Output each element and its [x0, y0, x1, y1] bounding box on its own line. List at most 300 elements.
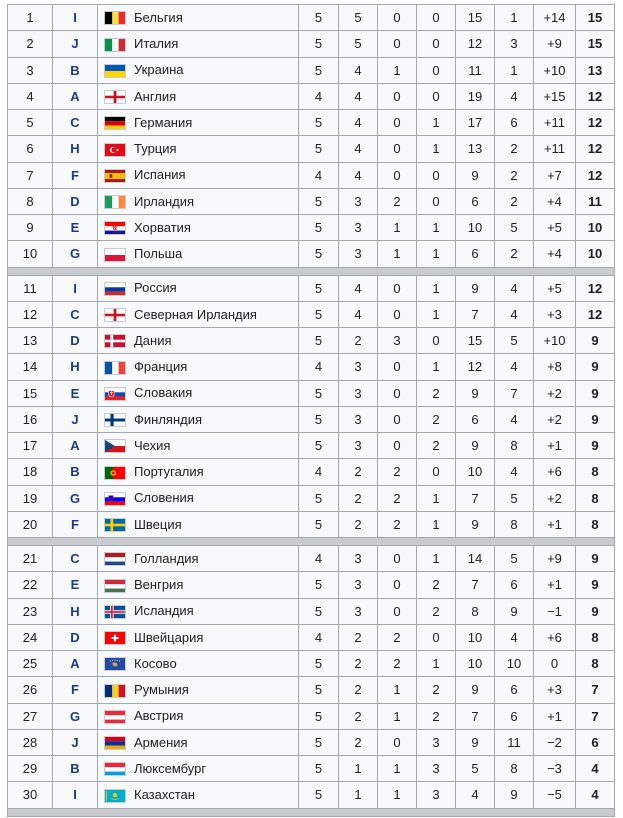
goals-against-cell: 11 — [495, 729, 534, 755]
team-cell — [98, 162, 299, 188]
team-cell — [98, 485, 299, 511]
goals-for-cell: 12 — [456, 31, 495, 57]
goals-for-cell: 7 — [456, 703, 495, 729]
flag-belgium-icon — [104, 11, 126, 25]
team-name[interactable]: Украина — [134, 62, 184, 78]
points-cell: 8 — [576, 624, 615, 650]
goals-for-cell: 17 — [456, 110, 495, 136]
drawn-cell: 0 — [378, 136, 417, 162]
lost-cell: 3 — [417, 729, 456, 755]
team-name[interactable]: Англия — [134, 88, 177, 104]
team-cell — [98, 5, 299, 31]
group-cell: B — [53, 459, 98, 485]
played-cell: 5 — [299, 782, 339, 808]
lost-cell: 0 — [417, 162, 456, 188]
played-cell: 4 — [299, 162, 339, 188]
won-cell: 2 — [339, 485, 378, 511]
team-cell — [98, 598, 299, 624]
lost-cell: 2 — [417, 433, 456, 459]
drawn-cell: 1 — [378, 241, 417, 267]
goals-for-cell: 7 — [456, 301, 495, 327]
team-cell — [98, 136, 299, 162]
rank-cell: 11 — [8, 275, 53, 301]
group-cell: A — [53, 83, 98, 109]
team-name[interactable]: Турция — [134, 141, 177, 157]
lost-cell: 2 — [417, 703, 456, 729]
team-name[interactable]: Чехия — [134, 437, 171, 453]
rank-cell: 18 — [8, 459, 53, 485]
rank-cell: 10 — [8, 241, 53, 267]
goals-for-cell: 4 — [456, 782, 495, 808]
played-cell: 5 — [299, 5, 339, 31]
team-name[interactable]: Италия — [134, 36, 179, 52]
lost-cell: 0 — [417, 624, 456, 650]
drawn-cell: 0 — [378, 380, 417, 406]
team-name[interactable]: Северная Ирландия — [134, 306, 257, 322]
rank-cell: 16 — [8, 406, 53, 432]
goals-for-cell: 6 — [456, 406, 495, 432]
points-cell: 4 — [576, 756, 615, 782]
goal-difference-cell: −3 — [534, 756, 576, 782]
group-cell: C — [53, 546, 98, 572]
goals-for-cell: 8 — [456, 598, 495, 624]
group-cell: D — [53, 624, 98, 650]
points-cell: 8 — [576, 511, 615, 537]
table-row — [8, 677, 615, 703]
team-cell — [98, 782, 299, 808]
team-cell — [98, 188, 299, 214]
rank-cell: 17 — [8, 433, 53, 459]
flag-ukraine-icon — [104, 64, 126, 78]
group-cell: H — [53, 598, 98, 624]
team-name[interactable]: Словакия — [134, 385, 193, 401]
drawn-cell: 3 — [378, 328, 417, 354]
team-cell — [98, 511, 299, 537]
table-row — [8, 162, 615, 188]
team-cell — [98, 110, 299, 136]
drawn-cell: 1 — [378, 677, 417, 703]
goals-against-cell: 4 — [495, 459, 534, 485]
rank-cell: 28 — [8, 729, 53, 755]
lost-cell: 1 — [417, 215, 456, 241]
team-name[interactable]: Германия — [134, 114, 193, 130]
team-name[interactable]: Словения — [134, 490, 194, 506]
won-cell: 5 — [339, 31, 378, 57]
played-cell: 5 — [299, 301, 339, 327]
group-cell: I — [53, 5, 98, 31]
group-separator — [8, 808, 615, 816]
team-name[interactable]: Швеция — [134, 516, 182, 532]
played-cell: 4 — [299, 354, 339, 380]
goal-difference-cell: +1 — [534, 572, 576, 598]
goal-difference-cell: −5 — [534, 782, 576, 808]
won-cell: 2 — [339, 328, 378, 354]
rank-cell: 1 — [8, 5, 53, 31]
drawn-cell: 1 — [378, 215, 417, 241]
points-cell: 9 — [576, 598, 615, 624]
team-name[interactable]: Казахстан — [134, 787, 195, 803]
table-row — [8, 275, 615, 301]
flag-portugal-icon — [104, 466, 126, 480]
rank-cell: 15 — [8, 380, 53, 406]
table-row — [8, 433, 615, 459]
flag-denmark-icon — [104, 334, 126, 348]
rank-cell: 4 — [8, 83, 53, 109]
flag-italy-icon — [104, 38, 126, 52]
group-cell: I — [53, 275, 98, 301]
team-name[interactable]: Россия — [134, 280, 177, 296]
rank-cell: 27 — [8, 703, 53, 729]
points-cell: 9 — [576, 433, 615, 459]
played-cell: 5 — [299, 380, 339, 406]
goal-difference-cell: +10 — [534, 328, 576, 354]
goals-against-cell: 2 — [495, 162, 534, 188]
goals-for-cell: 10 — [456, 624, 495, 650]
goals-against-cell: 2 — [495, 188, 534, 214]
points-cell: 9 — [576, 328, 615, 354]
team-name[interactable]: Испания — [134, 167, 186, 183]
goals-for-cell: 19 — [456, 83, 495, 109]
won-cell: 5 — [339, 5, 378, 31]
won-cell: 4 — [339, 162, 378, 188]
team-name[interactable]: Франция — [134, 359, 188, 375]
team-cell — [98, 275, 299, 301]
group-cell: F — [53, 162, 98, 188]
rank-cell: 5 — [8, 110, 53, 136]
team-name[interactable]: Румыния — [134, 682, 189, 698]
flag-netherlands-icon — [104, 552, 126, 566]
group-cell: A — [53, 651, 98, 677]
team-cell — [98, 215, 299, 241]
flag-slovenia-icon — [104, 492, 126, 506]
goal-difference-cell: +1 — [534, 433, 576, 459]
separator-cell — [8, 267, 615, 275]
team-name[interactable]: Косово — [134, 655, 177, 671]
goals-for-cell: 5 — [456, 756, 495, 782]
rank-cell: 14 — [8, 354, 53, 380]
goal-difference-cell: +11 — [534, 136, 576, 162]
flag-czechia-icon — [104, 439, 126, 453]
table-row — [8, 485, 615, 511]
goals-against-cell: 4 — [495, 301, 534, 327]
flag-northern-ireland-icon — [104, 308, 126, 322]
group-cell: D — [53, 328, 98, 354]
team-cell — [98, 57, 299, 83]
played-cell: 5 — [299, 756, 339, 782]
team-name[interactable]: Люксембург — [134, 760, 207, 776]
drawn-cell: 2 — [378, 624, 417, 650]
lost-cell: 0 — [417, 57, 456, 83]
group-cell: H — [53, 354, 98, 380]
won-cell: 4 — [339, 275, 378, 301]
won-cell: 3 — [339, 188, 378, 214]
drawn-cell: 0 — [378, 5, 417, 31]
team-cell — [98, 651, 299, 677]
table-row — [8, 110, 615, 136]
goals-against-cell: 4 — [495, 624, 534, 650]
table-row — [8, 301, 615, 327]
team-cell — [98, 406, 299, 432]
goal-difference-cell: +14 — [534, 5, 576, 31]
played-cell: 5 — [299, 729, 339, 755]
lost-cell: 3 — [417, 782, 456, 808]
team-cell — [98, 380, 299, 406]
table-row — [8, 215, 615, 241]
goals-for-cell: 13 — [456, 136, 495, 162]
team-name[interactable]: Армения — [134, 734, 188, 750]
lost-cell: 0 — [417, 188, 456, 214]
table-row — [8, 729, 615, 755]
team-name[interactable]: Венгрия — [134, 577, 184, 593]
goal-difference-cell: +5 — [534, 275, 576, 301]
drawn-cell: 0 — [378, 83, 417, 109]
flag-austria-icon — [104, 710, 126, 724]
rank-cell: 29 — [8, 756, 53, 782]
won-cell: 2 — [339, 459, 378, 485]
played-cell: 5 — [299, 57, 339, 83]
goals-against-cell: 2 — [495, 136, 534, 162]
table-row — [8, 83, 615, 109]
team-cell — [98, 756, 299, 782]
goals-for-cell: 15 — [456, 5, 495, 31]
table-row — [8, 380, 615, 406]
flag-spain-icon — [104, 169, 126, 183]
group-cell: C — [53, 110, 98, 136]
goals-for-cell: 9 — [456, 729, 495, 755]
drawn-cell: 0 — [378, 406, 417, 432]
goal-difference-cell: +3 — [534, 677, 576, 703]
team-cell — [98, 546, 299, 572]
team-name[interactable]: Финляндия — [134, 411, 203, 427]
goals-against-cell: 4 — [495, 354, 534, 380]
goals-against-cell: 6 — [495, 677, 534, 703]
goal-difference-cell: +9 — [534, 31, 576, 57]
drawn-cell: 0 — [378, 433, 417, 459]
team-name[interactable]: Дания — [134, 332, 172, 348]
team-name[interactable]: Португалия — [134, 464, 204, 480]
played-cell: 4 — [299, 546, 339, 572]
played-cell: 5 — [299, 433, 339, 459]
drawn-cell: 2 — [378, 188, 417, 214]
rank-cell: 6 — [8, 136, 53, 162]
played-cell: 5 — [299, 110, 339, 136]
goal-difference-cell: +6 — [534, 624, 576, 650]
goals-against-cell: 1 — [495, 5, 534, 31]
goals-against-cell: 7 — [495, 380, 534, 406]
goals-for-cell: 9 — [456, 433, 495, 459]
group-cell: E — [53, 572, 98, 598]
rank-cell: 8 — [8, 188, 53, 214]
team-cell — [98, 433, 299, 459]
played-cell: 5 — [299, 31, 339, 57]
goal-difference-cell: +9 — [534, 546, 576, 572]
goal-difference-cell: +8 — [534, 354, 576, 380]
won-cell: 1 — [339, 756, 378, 782]
rank-cell: 22 — [8, 572, 53, 598]
lost-cell: 0 — [417, 459, 456, 485]
won-cell: 3 — [339, 546, 378, 572]
lost-cell: 1 — [417, 301, 456, 327]
goals-for-cell: 15 — [456, 328, 495, 354]
points-cell: 7 — [576, 677, 615, 703]
separator-cell — [8, 538, 615, 546]
flag-poland-icon — [104, 248, 126, 262]
group-separator — [8, 267, 615, 275]
lost-cell: 1 — [417, 241, 456, 267]
points-cell: 8 — [576, 485, 615, 511]
points-cell: 12 — [576, 83, 615, 109]
goals-for-cell: 9 — [456, 275, 495, 301]
team-name[interactable]: Голландия — [134, 550, 199, 566]
won-cell: 4 — [339, 301, 378, 327]
won-cell: 2 — [339, 624, 378, 650]
goal-difference-cell: +15 — [534, 83, 576, 109]
flag-kosovo-icon — [104, 657, 126, 671]
table-row — [8, 188, 615, 214]
table-row — [8, 406, 615, 432]
played-cell: 5 — [299, 651, 339, 677]
goal-difference-cell: +1 — [534, 511, 576, 537]
played-cell: 5 — [299, 511, 339, 537]
team-name[interactable]: Ирландия — [134, 193, 195, 209]
drawn-cell: 1 — [378, 703, 417, 729]
played-cell: 5 — [299, 703, 339, 729]
goals-against-cell: 5 — [495, 485, 534, 511]
flag-turkey-icon — [104, 143, 126, 157]
points-cell: 9 — [576, 406, 615, 432]
points-cell: 4 — [576, 782, 615, 808]
goals-against-cell: 5 — [495, 546, 534, 572]
table-row — [8, 31, 615, 57]
goals-for-cell: 6 — [456, 241, 495, 267]
won-cell: 2 — [339, 729, 378, 755]
group-cell: B — [53, 756, 98, 782]
won-cell: 4 — [339, 57, 378, 83]
goal-difference-cell: +11 — [534, 110, 576, 136]
table-row — [8, 459, 615, 485]
goals-for-cell: 10 — [456, 651, 495, 677]
lost-cell: 1 — [417, 511, 456, 537]
team-name[interactable]: Исландия — [134, 603, 194, 619]
group-cell: H — [53, 136, 98, 162]
goals-against-cell: 1 — [495, 57, 534, 83]
played-cell: 5 — [299, 328, 339, 354]
lost-cell: 3 — [417, 756, 456, 782]
flag-ireland-icon — [104, 195, 126, 209]
played-cell: 5 — [299, 485, 339, 511]
table-row — [8, 136, 615, 162]
lost-cell: 2 — [417, 677, 456, 703]
points-cell: 10 — [576, 241, 615, 267]
group-cell: B — [53, 57, 98, 83]
won-cell: 2 — [339, 703, 378, 729]
flag-germany-icon — [104, 116, 126, 130]
drawn-cell: 0 — [378, 572, 417, 598]
rank-cell: 3 — [8, 57, 53, 83]
won-cell: 2 — [339, 511, 378, 537]
team-name[interactable]: Бельгия — [134, 9, 183, 25]
table-row — [8, 328, 615, 354]
standings-body — [8, 5, 615, 817]
goals-against-cell: 2 — [495, 241, 534, 267]
team-name[interactable]: Польша — [134, 246, 183, 262]
drawn-cell: 0 — [378, 598, 417, 624]
flag-luxembourg-icon — [104, 762, 126, 776]
group-cell: C — [53, 301, 98, 327]
drawn-cell: 0 — [378, 301, 417, 327]
played-cell: 5 — [299, 598, 339, 624]
drawn-cell: 0 — [378, 275, 417, 301]
table-row — [8, 546, 615, 572]
points-cell: 9 — [576, 572, 615, 598]
lost-cell: 1 — [417, 275, 456, 301]
lost-cell: 1 — [417, 546, 456, 572]
goals-for-cell: 9 — [456, 511, 495, 537]
flag-armenia-icon — [104, 736, 126, 750]
goals-against-cell: 8 — [495, 511, 534, 537]
won-cell: 3 — [339, 354, 378, 380]
goals-for-cell: 9 — [456, 677, 495, 703]
group-cell: J — [53, 406, 98, 432]
goal-difference-cell: +2 — [534, 380, 576, 406]
flag-hungary-icon — [104, 579, 126, 593]
group-cell: G — [53, 241, 98, 267]
group-cell: E — [53, 380, 98, 406]
goal-difference-cell: 0 — [534, 651, 576, 677]
group-cell: D — [53, 188, 98, 214]
played-cell: 5 — [299, 136, 339, 162]
flag-finland-icon — [104, 413, 126, 427]
team-name[interactable]: Австрия — [134, 708, 184, 724]
team-name[interactable]: Швейцария — [134, 629, 204, 645]
group-cell: F — [53, 677, 98, 703]
flag-croatia-icon — [104, 221, 126, 235]
goal-difference-cell: +5 — [534, 215, 576, 241]
won-cell: 3 — [339, 598, 378, 624]
won-cell: 4 — [339, 110, 378, 136]
points-cell: 8 — [576, 459, 615, 485]
flag-switzerland-icon — [104, 631, 126, 645]
group-separator — [8, 538, 615, 546]
goal-difference-cell: +4 — [534, 241, 576, 267]
goals-against-cell: 6 — [495, 110, 534, 136]
goals-for-cell: 7 — [456, 485, 495, 511]
lost-cell: 1 — [417, 354, 456, 380]
won-cell: 2 — [339, 677, 378, 703]
lost-cell: 0 — [417, 5, 456, 31]
goal-difference-cell: +10 — [534, 57, 576, 83]
team-name[interactable]: Хорватия — [134, 219, 191, 235]
goals-against-cell: 3 — [495, 31, 534, 57]
rank-cell: 9 — [8, 215, 53, 241]
points-cell: 9 — [576, 380, 615, 406]
points-cell: 9 — [576, 546, 615, 572]
goals-for-cell: 12 — [456, 354, 495, 380]
team-cell — [98, 301, 299, 327]
points-cell: 8 — [576, 651, 615, 677]
won-cell: 3 — [339, 380, 378, 406]
lost-cell: 1 — [417, 651, 456, 677]
points-cell: 13 — [576, 57, 615, 83]
rank-cell: 30 — [8, 782, 53, 808]
played-cell: 5 — [299, 677, 339, 703]
goals-against-cell: 5 — [495, 215, 534, 241]
played-cell: 4 — [299, 624, 339, 650]
group-cell: F — [53, 511, 98, 537]
goals-for-cell: 10 — [456, 459, 495, 485]
played-cell: 4 — [299, 459, 339, 485]
drawn-cell: 0 — [378, 354, 417, 380]
